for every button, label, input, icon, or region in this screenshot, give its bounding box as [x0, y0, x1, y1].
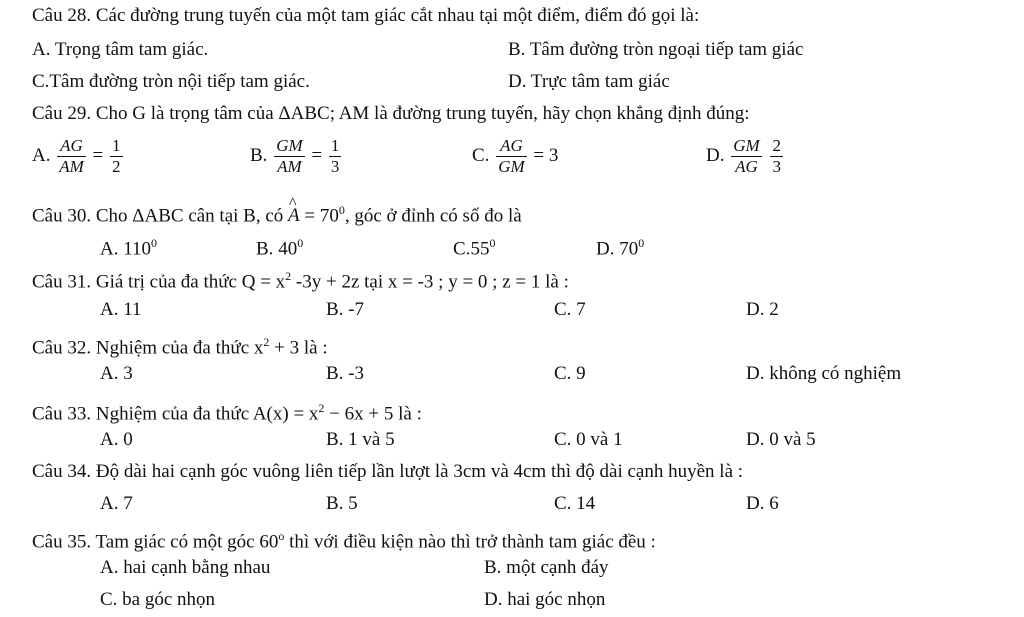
q29-d-rfrac: $\frac{2}{3}$ [772, 136, 781, 176]
q29-option-a [32, 136, 125, 177]
q31-option-d: D. 2 [746, 299, 779, 320]
q30-option-a: A. $110^0$ [100, 236, 158, 260]
q34-option-c: C. 14 [554, 493, 596, 514]
q30-option-d: D. $70^0$ [596, 236, 645, 260]
q29-a-label: A. [32, 144, 51, 166]
q29-d-frac: $\frac{GM}{AG}$ [733, 136, 760, 176]
q29-d-label: D. [706, 144, 725, 166]
q32-option-b: B. -3 [326, 363, 364, 384]
q29-c-label: C. [472, 144, 490, 166]
q30-option-c: $C.55^0$ [453, 236, 496, 260]
q30-deg: 0 [338, 203, 345, 217]
q33-question: Câu 33. Nghiệm của đa thức $A(x) = x^2 - 6x + 5$ là : [32, 401, 422, 425]
q35-question: Câu 35. Tam giác có một góc 60$^o$ thì với điều kiện nào thì trở thành tam giác đều : [32, 529, 656, 553]
q34-option-a: A. 7 [100, 493, 133, 514]
q28-option-b: B. Tâm đường tròn ngoại tiếp tam giác [508, 39, 804, 60]
q31-option-a: A. 11 [100, 299, 142, 320]
q32-option-c: C. 9 [554, 363, 586, 384]
q30-pre: Câu 30. Cho ΔABC cân tại B, có [32, 205, 289, 227]
q29-option-d [706, 136, 785, 177]
q29-option-b [250, 136, 343, 177]
q30-angle: ^ A [288, 204, 300, 228]
q28-option-a: A. Trọng tâm tam giác. [32, 39, 209, 60]
q34-option-b: B. 5 [326, 493, 358, 514]
q33-option-c: C. 0 và 1 [554, 429, 623, 450]
q29-a-frac: $\frac{AG}{AM}$ [59, 136, 84, 176]
q35-option-d: D. hai góc nhọn [484, 589, 606, 610]
q31-question: Câu 31. Giá trị của đa thức $Q = x^2$ -3y + 2z tại x = -3 ; y = 0 ; z = 1 là : [32, 269, 569, 293]
q28-option-c: C.Tâm đường tròn nội tiếp tam giác. [32, 71, 310, 92]
q33-option-d: D. 0 và 5 [746, 429, 816, 450]
q29-c-rel: = 3 [533, 144, 559, 166]
q33-option-a: A. 0 [100, 429, 133, 450]
q29-b-rel: = [311, 144, 323, 166]
q29-option-c [472, 136, 558, 177]
q29-b-frac: $\frac{GM}{AM}$ [276, 136, 303, 176]
q28-option-d: D. Trực tâm tam giác [508, 71, 670, 92]
q29-a-rel: = [92, 144, 104, 166]
q28-question: Câu 28. Các đường trung tuyến của một tam giác cắt nhau tại một điểm, điểm đó gọi là: [32, 5, 700, 26]
q35-option-c: C. ba góc nhọn [100, 589, 216, 610]
q30-post: , góc ở đỉnh có số đo là [344, 205, 522, 227]
q34-option-d: D. 6 [746, 493, 779, 514]
q29-a-rfrac: $\frac{1}{2}$ [112, 136, 121, 176]
q29-c-frac: $\frac{AG}{GM}$ [498, 136, 525, 176]
q32-question: Câu 32. Nghiệm của đa thức $x^2 + 3$ là : [32, 335, 328, 359]
q30-eq: = 70 [299, 205, 339, 227]
q31-option-c: C. 7 [554, 299, 586, 320]
q32-option-a: A. 3 [100, 363, 133, 384]
q34-question: Câu 34. Độ dài hai cạnh góc vuông liên tiếp lần lượt là 3cm và 4cm thì độ dài cạnh huyền là : [32, 461, 744, 482]
q29-question: Câu 29. Cho G là trọng tâm của ΔABC; AM là đường trung tuyến, hãy chọn khẳng định đúng: [32, 103, 750, 124]
q30-question [32, 198, 522, 228]
q33-option-b: B. 1 và 5 [326, 429, 395, 450]
q29-b-rfrac: $\frac{1}{3}$ [330, 136, 340, 176]
q30-option-b: B. $40^0$ [256, 236, 304, 260]
q31-option-b: B. -7 [326, 299, 364, 320]
q35-option-b: B. một cạnh đáy [484, 557, 609, 578]
q29-b-label: B. [250, 144, 268, 166]
q35-option-a: A. hai cạnh bằng nhau [100, 557, 271, 578]
q32-option-d: D. không có nghiệm [746, 363, 902, 384]
